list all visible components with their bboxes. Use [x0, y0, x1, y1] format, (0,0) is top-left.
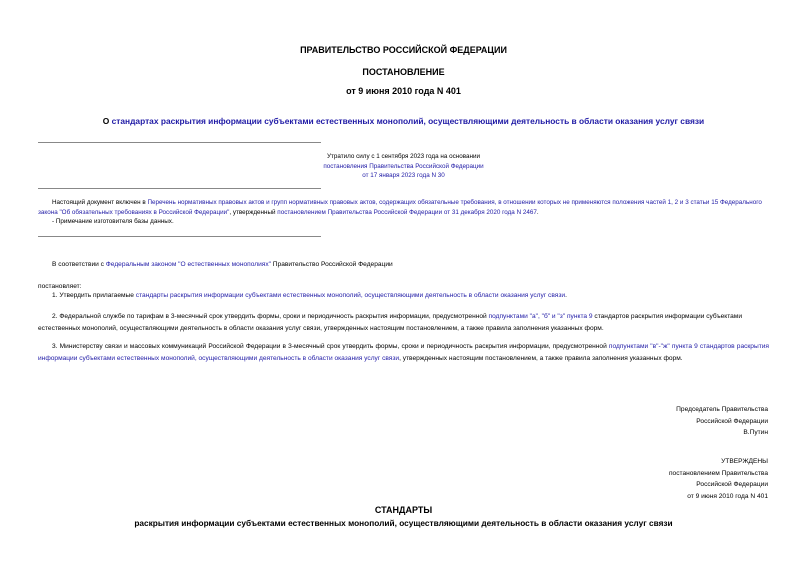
standards-title: СТАНДАРТЫ: [374, 505, 433, 515]
checklist-link[interactable]: Перечень нормативных правовых актов и групп нормативных правовых актов, содержащих обязательные требования, в отношении которых не применяются положения частей 1, 2 и 3 статьи 15 Федерального закона "Об обязательных требованиях в Российской Федерации": [38, 199, 762, 216]
standards-subtitle: раскрытия информации субъектами естественных монополий, осуществляющими деятельность в области оказания услуг связи: [134, 518, 673, 528]
status-link-date[interactable]: от 17 января 2023 года N 30: [362, 172, 445, 180]
title-prefix: О: [102, 116, 112, 126]
database-note: [38, 198, 770, 227]
signature-country: Российской Федерации: [696, 417, 768, 425]
decree-link[interactable]: постановлением Правительства Российской Федерации от 31 декабря 2020 года N 2467: [277, 208, 537, 216]
preamble: [52, 259, 752, 271]
divider: [38, 142, 321, 143]
signature-title: Председатель Правительства: [676, 406, 768, 413]
note-text: , утвержденный: [229, 208, 278, 216]
item-2: [38, 311, 769, 334]
document-title: [0, 116, 807, 126]
decides-word: постановляет:: [38, 283, 82, 290]
approval-line: Российской Федерации: [696, 481, 768, 489]
document-type: ПОСТАНОВЛЕНИЕ: [362, 67, 445, 77]
signature-name: В.Путин: [743, 429, 768, 437]
status-block: [250, 152, 557, 181]
status-line: Утратило силу с 1 сентября 2023 года на основании: [326, 153, 480, 160]
note-footnote: - Примечание изготовителя базы данных.: [52, 218, 174, 226]
approval-heading: УТВЕРЖДЕНЫ: [721, 458, 768, 465]
divider: [38, 188, 321, 189]
item-3: [38, 341, 769, 364]
divider: [38, 236, 321, 237]
title-link[interactable]: стандартах раскрытия информации субъектами естественных монополий, осуществляющими деятельность в области оказания услуг связи: [111, 116, 705, 126]
item-text: 3. Министерству связи и массовых коммуникаций Российской Федерации в 3-месячный срок утвердить формы, сроки и периодичность раскрытия информации, предусмотренной: [52, 343, 609, 350]
subpoints-link[interactable]: подпунктами "а", "б" и "з" пункта 9: [488, 313, 593, 320]
law-link[interactable]: Федеральным законом "О естественных монополиях": [105, 261, 271, 268]
approval-block: [560, 456, 768, 502]
status-link[interactable]: постановления Правительства Российской Федерации: [323, 162, 484, 170]
note-text: Настоящий документ включен в: [52, 199, 148, 206]
item-text: , утвержденных настоящим постановлением, а также правила заполнения указанных форм.: [399, 354, 683, 362]
approval-line: постановлением Правительства: [668, 469, 768, 477]
item-text: 2. Федеральной службе по тарифам в 3-месячный срок утвердить формы, сроки и периодичность раскрытия информации, предусмотренной: [52, 313, 489, 320]
note-paragraph: [38, 198, 770, 217]
signature-block: [560, 404, 768, 439]
document-date-number: от 9 июня 2010 года N 401: [346, 86, 461, 96]
note-text: .: [536, 208, 539, 216]
subpoints-link[interactable]: подпунктами "в"-"ж" пункта 9 стандартов раскрытия информации субъектами естественных монополий, осуществляющими деятельность в области оказания услуг связи: [38, 343, 769, 362]
preamble-text: В соответствии с: [52, 261, 106, 268]
item-text: стандартов раскрытия информации субъектами естественных монополий, осуществляющими деятельность в области оказания услуг связи, утвержденных настоящим постановлением, а также правила заполнения указанных форм.: [38, 313, 743, 332]
item-text: 1. Утвердить прилагаемые: [52, 292, 136, 299]
approval-date: от 9 июня 2010 года N 401: [687, 492, 768, 500]
item-text: .: [565, 292, 567, 299]
preamble-text: Правительство Российской Федерации: [270, 261, 393, 268]
item-1: [52, 290, 767, 302]
government-heading: ПРАВИТЕЛЬСТВО РОССИЙСКОЙ ФЕДЕРАЦИИ: [300, 45, 507, 55]
standards-link[interactable]: стандарты раскрытия информации субъектами естественных монополий, осуществляющими деятельность в области оказания услуг связи: [135, 292, 566, 299]
